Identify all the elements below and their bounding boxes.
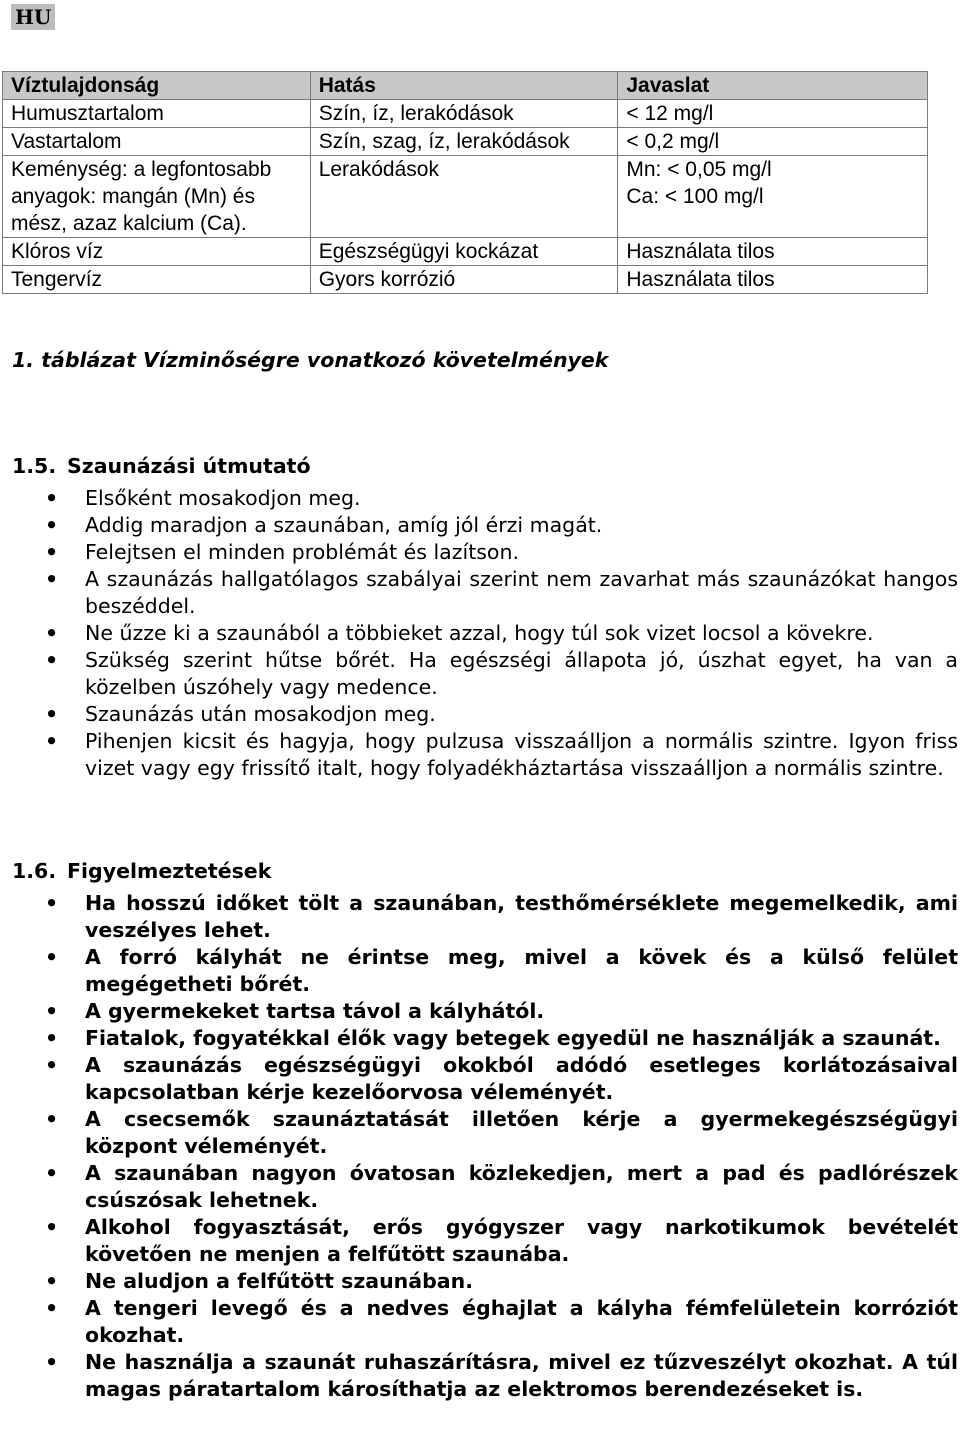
bullet-icon: • xyxy=(45,648,59,672)
bullet-icon: • xyxy=(45,945,59,969)
list-item xyxy=(0,512,958,539)
list-item xyxy=(0,998,958,1025)
list-item-text: Pihenjen kicsit és hagyja, hogy pulzusa visszaálljon a normális szintre. Igyon friss vizet vagy egy frissítő italt, hogy folyadékháztartása visszaálljon a normális szintre. xyxy=(85,729,958,780)
header-effect: Hatás xyxy=(310,72,618,100)
list-item xyxy=(0,890,958,944)
list-item xyxy=(0,728,958,782)
bullet-icon: • xyxy=(45,540,59,564)
bullet-icon: • xyxy=(45,567,59,591)
sauna-guide-list xyxy=(0,485,958,782)
cell-effect: Gyors korrózió xyxy=(310,266,618,294)
section-heading-guide xyxy=(12,453,311,479)
bullet-icon: • xyxy=(45,891,59,915)
cell-effect: Egészségügyi kockázat xyxy=(310,238,618,266)
cell-effect: Szín, szag, íz, lerakódások xyxy=(310,128,618,156)
list-item-text: A gyermekeket tartsa távol a kályhától. xyxy=(85,999,545,1023)
list-item-text: Ne használja a szaunát ruhaszárításra, mivel ez tűzveszélyt okozhat. A túl magas páratartalom károsíthatja az elektromos berendezéseket is. xyxy=(85,1350,958,1401)
list-item xyxy=(0,1295,958,1349)
list-item-text: Ne űzze ki a szaunából a többieket azzal, hogy túl sok vizet locsol a kövekre. xyxy=(85,621,874,645)
list-item xyxy=(0,1214,958,1268)
section-number: 1.6. xyxy=(12,859,57,883)
advice-line: Mn: < 0,05 mg/l xyxy=(626,158,772,181)
section-title: Figyelmeztetések xyxy=(67,859,272,883)
list-item xyxy=(0,1349,958,1403)
table-row xyxy=(3,238,928,266)
section-number: 1.5. xyxy=(12,454,57,478)
list-item xyxy=(0,1025,958,1052)
bullet-icon: • xyxy=(45,729,59,753)
list-item xyxy=(0,1268,958,1295)
bullet-icon: • xyxy=(45,1107,59,1131)
list-item xyxy=(0,485,958,512)
cell-advice: Használata tilos xyxy=(618,266,928,294)
advice-line: Ca: < 100 mg/l xyxy=(626,185,764,208)
cell-property: Tengervíz xyxy=(3,266,311,294)
cell-property: Vastartalom xyxy=(3,128,311,156)
cell-property: Humusztartalom xyxy=(3,100,311,128)
list-item-text: Ha hosszú időket tölt a szaunában, testhőmérséklete megemelkedik, ami veszélyes lehet. xyxy=(85,891,958,942)
list-item-text: Fiatalok, fogyatékkal élők vagy betegek egyedül ne használják a szaunát. xyxy=(85,1026,941,1050)
list-item-text: A forró kályhát ne érintse meg, mivel a kövek és a külső felület megégetheti bőrét. xyxy=(85,945,958,996)
section-heading-warnings xyxy=(12,858,271,884)
list-item xyxy=(0,944,958,998)
list-item xyxy=(0,620,958,647)
bullet-icon: • xyxy=(45,513,59,537)
table-row xyxy=(3,100,928,128)
list-item-text: Felejtsen el minden problémát és lazítson. xyxy=(85,540,519,564)
bullet-icon: • xyxy=(45,621,59,645)
list-item xyxy=(0,701,958,728)
list-item-text: A tengeri levegő és a nedves éghajlat a kályha fémfelületein korróziót okozhat. xyxy=(85,1296,958,1347)
list-item-text: Alkohol fogyasztását, erős gyógyszer vagy narkotikumok bevételét követően ne menjen a felfűtött szaunába. xyxy=(85,1215,958,1266)
cell-advice: < 0,2 mg/l xyxy=(618,128,928,156)
list-item-text: Elsőként mosakodjon meg. xyxy=(85,486,361,510)
list-item-text: Szaunázás után mosakodjon meg. xyxy=(85,702,436,726)
list-item-text: A csecsemők szaunáztatását illetően kérje a gyermekegészségügyi központ véleményét. xyxy=(85,1107,958,1158)
bullet-icon: • xyxy=(45,1296,59,1320)
section-title: Szaunázási útmutató xyxy=(67,454,311,478)
list-item-text: Addig maradjon a szaunában, amíg jól érzi magát. xyxy=(85,513,603,537)
bullet-icon: • xyxy=(45,1161,59,1185)
bullet-icon: • xyxy=(45,1026,59,1050)
bullet-icon: • xyxy=(45,1215,59,1239)
list-item-text: Ne aludjon a felfűtött szaunában. xyxy=(85,1269,473,1293)
warnings-list xyxy=(0,890,958,1403)
cell-advice: < 12 mg/l xyxy=(618,100,928,128)
table-row xyxy=(3,128,928,156)
cell-property: Keménység: a legfontosabb anyagok: mangán (Mn) és mész, azaz kalcium (Ca). xyxy=(3,156,311,238)
list-item-text: A szaunában nagyon óvatosan közlekedjen, mert a pad és padlórészek csúszósak lehetnek. xyxy=(85,1161,958,1212)
table-header-row xyxy=(3,72,928,100)
table-row xyxy=(3,156,928,238)
bullet-icon: • xyxy=(45,486,59,510)
list-item xyxy=(0,1160,958,1214)
cell-effect: Lerakódások xyxy=(310,156,618,238)
bullet-icon: • xyxy=(45,1053,59,1077)
list-item xyxy=(0,647,958,701)
list-item-text: A szaunázás egészségügyi okokból adódó esetleges korlátozásaival kapcsolatban kérje kezelőorvosa véleményét. xyxy=(85,1053,958,1104)
header-advice: Javaslat xyxy=(618,72,928,100)
bullet-icon: • xyxy=(45,1350,59,1374)
list-item xyxy=(0,1052,958,1106)
bullet-icon: • xyxy=(45,999,59,1023)
cell-effect: Szín, íz, lerakódások xyxy=(310,100,618,128)
bullet-icon: • xyxy=(45,702,59,726)
list-item xyxy=(0,539,958,566)
table-row xyxy=(3,266,928,294)
table-caption: 1. táblázat Vízminőségre vonatkozó követelmények xyxy=(12,348,609,372)
list-item-text: Szükség szerint hűtse bőrét. Ha egészségi állapota jó, úszhat egyet, ha van a közelben úszóhely vagy medence. xyxy=(85,648,958,699)
cell-advice xyxy=(618,156,928,238)
water-quality-table xyxy=(2,71,928,294)
header-property: Víztulajdonság xyxy=(3,72,311,100)
cell-property: Klóros víz xyxy=(3,238,311,266)
language-badge: HU xyxy=(11,4,55,30)
list-item-text: A szaunázás hallgatólagos szabályai szerint nem zavarhat más szaunázókat hangos beszéddel. xyxy=(85,567,958,618)
list-item xyxy=(0,1106,958,1160)
list-item xyxy=(0,566,958,620)
cell-advice: Használata tilos xyxy=(618,238,928,266)
bullet-icon: • xyxy=(45,1269,59,1293)
